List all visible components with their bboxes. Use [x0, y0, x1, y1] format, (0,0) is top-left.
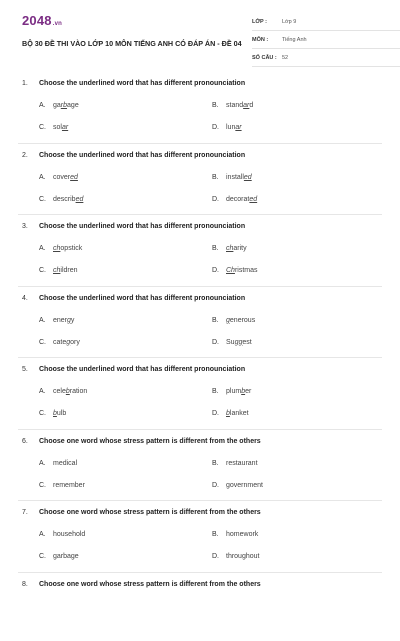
option-letter: C.: [39, 124, 46, 131]
option-underlined-part: b: [241, 388, 246, 395]
question-block: [0, 366, 400, 426]
option-underlined-part: ed: [249, 195, 258, 203]
option-text: ration: [69, 388, 88, 395]
question-prompt: Choose the underlined word that has different pronounciation: [39, 223, 246, 230]
option-underlined-part: ar: [243, 102, 250, 109]
answer-option[interactable]: [39, 388, 87, 395]
question-prompt: Choose one word whose stress pattern is different from the others: [39, 509, 261, 516]
question-divider: [18, 572, 382, 573]
answer-option[interactable]: [39, 410, 66, 417]
option-letter: D.: [212, 338, 219, 346]
option-letter: D.: [212, 267, 219, 274]
option-underlined-part: b: [226, 410, 230, 417]
option-underlined-part: Ch: [226, 267, 235, 274]
option-letter: C.: [39, 410, 46, 417]
option-underlined-part: ed: [75, 195, 84, 203]
option-letter: A.: [39, 531, 46, 538]
answer-option[interactable]: [212, 317, 255, 324]
answer-option[interactable]: [39, 267, 78, 274]
question-number: 5.: [22, 366, 28, 373]
meta-value: 52: [282, 55, 289, 61]
question-block: [0, 223, 400, 283]
answer-option[interactable]: [39, 460, 77, 467]
question-divider: [18, 286, 382, 287]
question-number: 8.: [22, 580, 28, 588]
question-number: 6.: [22, 437, 28, 445]
option-text: decorat: [226, 195, 250, 203]
answer-option[interactable]: [212, 460, 258, 467]
option-underlined-part: ed: [243, 173, 252, 181]
question-block: [0, 438, 400, 498]
option-text: arity: [233, 245, 247, 252]
question-prompt: Choose the underlined word that has different pronounciation: [39, 294, 246, 302]
option-text: homework: [226, 531, 259, 538]
option-text: lanket: [229, 410, 249, 417]
option-letter: B.: [212, 388, 219, 395]
question-block: [0, 295, 400, 355]
option-letter: D.: [212, 195, 219, 203]
answer-option[interactable]: [39, 482, 85, 489]
option-underlined-part: g: [67, 316, 71, 324]
option-letter: D.: [212, 410, 219, 417]
question-number: 7.: [22, 509, 28, 516]
option-underlined-part: ar: [61, 124, 69, 131]
option-letter: C.: [39, 195, 46, 203]
question-prompt: Choose the underlined word that has different pronounciation: [39, 366, 246, 373]
meta-label: SỐ CÂU :: [252, 55, 277, 61]
option-letter: C.: [39, 553, 46, 560]
option-letter: B.: [212, 531, 219, 538]
option-text: stand: [226, 102, 244, 109]
question-prompt: Choose the underlined word that has different pronounciation: [39, 80, 246, 87]
answer-option[interactable]: [39, 245, 82, 252]
option-text: age: [67, 102, 79, 109]
option-underlined-part: gg: [234, 338, 243, 346]
option-text: remember: [53, 481, 85, 489]
option-text: describ: [53, 195, 76, 203]
meta-value: Tiếng Anh: [282, 37, 307, 43]
option-underlined-part: b: [65, 388, 70, 395]
option-letter: C.: [39, 338, 46, 346]
option-text: cover: [53, 173, 71, 181]
answer-option[interactable]: [212, 102, 253, 109]
option-text: ristmas: [234, 267, 258, 274]
option-letter: C.: [39, 267, 46, 274]
question-prompt: Choose the underlined word that has different pronounciation: [39, 151, 246, 159]
option-letter: D.: [212, 124, 219, 131]
option-text: est: [242, 338, 252, 346]
answer-option[interactable]: [39, 174, 78, 181]
answer-option[interactable]: [212, 124, 242, 131]
question-block: [0, 509, 400, 569]
option-text: y: [70, 316, 75, 324]
document-title: BỘ 30 ĐỀ THI VÀO LỚP 10 MÔN TIẾNG ANH CÓ ĐÁP ÁN - ĐỀ 04: [22, 39, 242, 48]
answer-option[interactable]: [212, 531, 258, 538]
question-number: 4.: [22, 294, 28, 302]
answer-option[interactable]: [39, 339, 80, 346]
option-text: government: [226, 481, 263, 489]
option-text: Su: [226, 338, 235, 346]
option-underlined-part: ch: [53, 245, 61, 252]
question-block: [0, 80, 400, 140]
answer-option[interactable]: [39, 124, 68, 131]
answer-option[interactable]: [212, 339, 252, 346]
option-letter: A.: [39, 102, 46, 109]
answer-option[interactable]: [39, 553, 79, 560]
answer-option[interactable]: [39, 102, 79, 109]
option-text: lun: [226, 124, 236, 131]
question-divider: [18, 357, 382, 358]
option-text: d: [249, 102, 254, 109]
answer-option[interactable]: [212, 245, 247, 252]
option-text: sol: [53, 124, 62, 131]
question-number: 3.: [22, 223, 28, 230]
option-underlined-part: ch: [226, 245, 234, 252]
option-text: cele: [53, 388, 66, 395]
option-text: ener: [53, 316, 68, 324]
option-text: garbage: [53, 553, 79, 560]
option-text: plum: [226, 388, 242, 395]
option-text: ildren: [60, 267, 78, 274]
option-letter: A.: [39, 388, 46, 395]
answer-option[interactable]: [212, 196, 257, 203]
option-text: ga: [53, 102, 61, 109]
question-prompt: Choose one word whose stress pattern is different from the others: [39, 437, 261, 445]
option-letter: B.: [212, 459, 219, 467]
question-divider: [18, 500, 382, 501]
logo-suffix: .vn: [52, 21, 63, 27]
option-underlined-part: ch: [53, 267, 61, 274]
answer-option[interactable]: [212, 482, 263, 489]
option-letter: A.: [39, 245, 46, 252]
option-letter: B.: [212, 102, 219, 109]
question-divider: [18, 143, 382, 144]
question-block: [0, 581, 400, 641]
option-text: ulb: [56, 410, 67, 417]
option-text: enerous: [229, 316, 256, 324]
option-text: install: [226, 173, 244, 181]
meta-label: MÔN :: [252, 37, 269, 43]
option-letter: D.: [212, 553, 219, 560]
option-text: household: [53, 531, 86, 538]
answer-option[interactable]: [212, 553, 259, 560]
question-prompt: Choose one word whose stress pattern is different from the others: [39, 580, 261, 588]
question-divider: [18, 429, 382, 430]
option-text: medical: [53, 459, 78, 467]
option-underlined-part: g: [226, 316, 230, 324]
option-letter: A.: [39, 316, 46, 324]
option-letter: B.: [212, 316, 219, 324]
question-number: 1.: [22, 80, 28, 87]
meta-value: Lớp 9: [282, 19, 297, 25]
answer-option[interactable]: [212, 388, 251, 395]
option-underlined-part: ar: [235, 124, 242, 131]
option-underlined-part: g: [66, 338, 71, 346]
question-divider: [18, 214, 382, 215]
logo-text: 2048: [22, 13, 52, 28]
answer-option[interactable]: [39, 196, 83, 203]
answer-option[interactable]: [212, 267, 258, 274]
option-text: opstick: [60, 245, 83, 252]
option-underlined-part: rb: [60, 102, 68, 109]
answer-option[interactable]: [212, 174, 252, 181]
meta-label: LỚP :: [252, 19, 267, 25]
answer-option[interactable]: [212, 410, 249, 417]
answer-option[interactable]: [39, 531, 85, 538]
option-letter: D.: [212, 481, 219, 489]
option-underlined-part: b: [53, 410, 57, 417]
answer-option[interactable]: [39, 317, 74, 324]
option-letter: A.: [39, 459, 46, 467]
option-text: throughout: [226, 553, 260, 560]
question-block: [0, 152, 400, 212]
question-number: 2.: [22, 151, 28, 159]
option-letter: B.: [212, 173, 219, 181]
option-text: restaurant: [226, 459, 258, 467]
option-letter: B.: [212, 245, 219, 252]
option-text: ory: [70, 338, 80, 346]
option-letter: C.: [39, 481, 46, 489]
option-text: er: [245, 388, 252, 395]
option-underlined-part: ed: [70, 173, 78, 181]
option-letter: A.: [39, 173, 46, 181]
option-text: cate: [53, 338, 67, 346]
